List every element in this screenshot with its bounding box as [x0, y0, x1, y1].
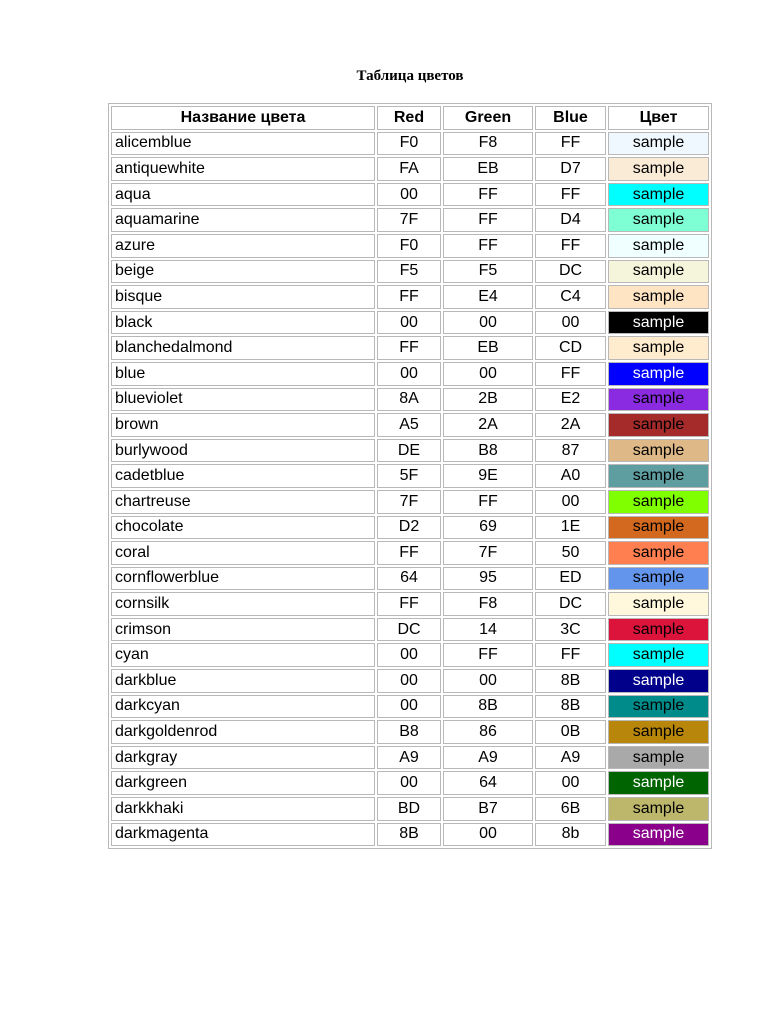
blue-value-cell: CD	[535, 336, 606, 360]
color-name-cell: cyan	[111, 643, 375, 667]
color-sample-swatch: sample	[608, 388, 709, 412]
color-sample-swatch: sample	[608, 746, 709, 770]
green-value-cell: 00	[443, 311, 533, 335]
color-name-cell: cornsilk	[111, 592, 375, 616]
green-value-cell: EB	[443, 336, 533, 360]
red-value-cell: FA	[377, 157, 441, 181]
table-row	[111, 439, 709, 463]
red-value-cell: B8	[377, 720, 441, 744]
table-row	[111, 618, 709, 642]
blue-value-cell: C4	[535, 285, 606, 309]
blue-value-cell: FF	[535, 132, 606, 156]
color-name-cell: cadetblue	[111, 464, 375, 488]
table-row	[111, 746, 709, 770]
table-row	[111, 669, 709, 693]
blue-value-cell: 3C	[535, 618, 606, 642]
blue-value-cell: ED	[535, 567, 606, 591]
color-name-cell: beige	[111, 260, 375, 284]
table-row	[111, 336, 709, 360]
blue-value-cell: 50	[535, 541, 606, 565]
green-value-cell: 00	[443, 669, 533, 693]
color-name-cell: aquamarine	[111, 208, 375, 232]
header-row	[111, 106, 709, 130]
color-table	[108, 103, 712, 849]
table-row	[111, 413, 709, 437]
table-row	[111, 720, 709, 744]
red-value-cell: F5	[377, 260, 441, 284]
red-value-cell: 64	[377, 567, 441, 591]
green-value-cell: B7	[443, 797, 533, 821]
color-name-cell: aqua	[111, 183, 375, 207]
red-value-cell: DC	[377, 618, 441, 642]
color-sample-swatch: sample	[608, 592, 709, 616]
header-red: Red	[377, 106, 441, 130]
color-name-cell: burlywood	[111, 439, 375, 463]
header-green: Green	[443, 106, 533, 130]
table-row	[111, 388, 709, 412]
color-name-cell: darkmagenta	[111, 823, 375, 847]
green-value-cell: 14	[443, 618, 533, 642]
color-name-cell: blueviolet	[111, 388, 375, 412]
red-value-cell: DE	[377, 439, 441, 463]
table-row	[111, 643, 709, 667]
table-row	[111, 183, 709, 207]
green-value-cell: A9	[443, 746, 533, 770]
table-row	[111, 311, 709, 335]
blue-value-cell: A0	[535, 464, 606, 488]
red-value-cell: 00	[377, 669, 441, 693]
table-row	[111, 541, 709, 565]
red-value-cell: FF	[377, 285, 441, 309]
green-value-cell: F8	[443, 132, 533, 156]
color-sample-swatch: sample	[608, 516, 709, 540]
table-row	[111, 157, 709, 181]
table-row	[111, 592, 709, 616]
color-name-cell: chartreuse	[111, 490, 375, 514]
color-sample-swatch: sample	[608, 618, 709, 642]
color-name-cell: darkblue	[111, 669, 375, 693]
red-value-cell: FF	[377, 336, 441, 360]
table-row	[111, 464, 709, 488]
color-sample-swatch: sample	[608, 285, 709, 309]
red-value-cell: BD	[377, 797, 441, 821]
table-row	[111, 208, 709, 232]
red-value-cell: 8B	[377, 823, 441, 847]
blue-value-cell: FF	[535, 362, 606, 386]
green-value-cell: FF	[443, 643, 533, 667]
red-value-cell: D2	[377, 516, 441, 540]
blue-value-cell: 0B	[535, 720, 606, 744]
red-value-cell: 00	[377, 362, 441, 386]
color-sample-swatch: sample	[608, 695, 709, 719]
blue-value-cell: E2	[535, 388, 606, 412]
blue-value-cell: 87	[535, 439, 606, 463]
blue-value-cell: 00	[535, 490, 606, 514]
color-sample-swatch: sample	[608, 464, 709, 488]
color-sample-swatch: sample	[608, 669, 709, 693]
color-sample-swatch: sample	[608, 132, 709, 156]
color-sample-swatch: sample	[608, 157, 709, 181]
blue-value-cell: 8B	[535, 669, 606, 693]
blue-value-cell: D7	[535, 157, 606, 181]
green-value-cell: EB	[443, 157, 533, 181]
color-sample-swatch: sample	[608, 490, 709, 514]
table-row	[111, 797, 709, 821]
blue-value-cell: 2A	[535, 413, 606, 437]
color-sample-swatch: sample	[608, 720, 709, 744]
red-value-cell: 7F	[377, 490, 441, 514]
green-value-cell: F8	[443, 592, 533, 616]
blue-value-cell: 6B	[535, 797, 606, 821]
color-name-cell: alicemblue	[111, 132, 375, 156]
color-sample-swatch: sample	[608, 413, 709, 437]
table-row	[111, 516, 709, 540]
red-value-cell: 00	[377, 771, 441, 795]
color-sample-swatch: sample	[608, 362, 709, 386]
red-value-cell: F0	[377, 132, 441, 156]
color-sample-swatch: sample	[608, 797, 709, 821]
color-sample-swatch: sample	[608, 643, 709, 667]
color-name-cell: darkkhaki	[111, 797, 375, 821]
color-name-cell: blanchedalmond	[111, 336, 375, 360]
green-value-cell: 64	[443, 771, 533, 795]
table-row	[111, 823, 709, 847]
blue-value-cell: 1E	[535, 516, 606, 540]
green-value-cell: 95	[443, 567, 533, 591]
blue-value-cell: D4	[535, 208, 606, 232]
green-value-cell: FF	[443, 490, 533, 514]
red-value-cell: FF	[377, 592, 441, 616]
color-sample-swatch: sample	[608, 771, 709, 795]
green-value-cell: B8	[443, 439, 533, 463]
color-name-cell: bisque	[111, 285, 375, 309]
color-name-cell: chocolate	[111, 516, 375, 540]
color-sample-swatch: sample	[608, 311, 709, 335]
green-value-cell: 8B	[443, 695, 533, 719]
table-row	[111, 567, 709, 591]
color-sample-swatch: sample	[608, 260, 709, 284]
header-color-name: Название цвета	[111, 106, 375, 130]
table-row	[111, 771, 709, 795]
color-name-cell: crimson	[111, 618, 375, 642]
blue-value-cell: DC	[535, 260, 606, 284]
color-name-cell: antiquewhite	[111, 157, 375, 181]
green-value-cell: F5	[443, 260, 533, 284]
green-value-cell: 2A	[443, 413, 533, 437]
blue-value-cell: 00	[535, 311, 606, 335]
table-row	[111, 260, 709, 284]
blue-value-cell: 8B	[535, 695, 606, 719]
color-name-cell: azure	[111, 234, 375, 258]
color-name-cell: black	[111, 311, 375, 335]
color-name-cell: darkgray	[111, 746, 375, 770]
blue-value-cell: 00	[535, 771, 606, 795]
page-title: Таблица цветов	[356, 68, 464, 84]
red-value-cell: 00	[377, 643, 441, 667]
red-value-cell: 00	[377, 311, 441, 335]
color-name-cell: brown	[111, 413, 375, 437]
red-value-cell: 5F	[377, 464, 441, 488]
color-sample-swatch: sample	[608, 208, 709, 232]
red-value-cell: 8A	[377, 388, 441, 412]
table-row	[111, 234, 709, 258]
color-name-cell: cornflowerblue	[111, 567, 375, 591]
color-sample-swatch: sample	[608, 541, 709, 565]
green-value-cell: E4	[443, 285, 533, 309]
color-sample-swatch: sample	[608, 439, 709, 463]
color-sample-swatch: sample	[608, 183, 709, 207]
table-row	[111, 695, 709, 719]
green-value-cell: 00	[443, 823, 533, 847]
blue-value-cell: FF	[535, 643, 606, 667]
color-name-cell: darkcyan	[111, 695, 375, 719]
table-row	[111, 132, 709, 156]
red-value-cell: A5	[377, 413, 441, 437]
green-value-cell: 86	[443, 720, 533, 744]
table-row	[111, 490, 709, 514]
green-value-cell: 2B	[443, 388, 533, 412]
color-name-cell: blue	[111, 362, 375, 386]
color-sample-swatch: sample	[608, 336, 709, 360]
green-value-cell: FF	[443, 234, 533, 258]
red-value-cell: 7F	[377, 208, 441, 232]
red-value-cell: 00	[377, 695, 441, 719]
color-name-cell: darkgreen	[111, 771, 375, 795]
color-sample-swatch: sample	[608, 567, 709, 591]
blue-value-cell: DC	[535, 592, 606, 616]
green-value-cell: 69	[443, 516, 533, 540]
green-value-cell: FF	[443, 183, 533, 207]
blue-value-cell: 8b	[535, 823, 606, 847]
red-value-cell: F0	[377, 234, 441, 258]
header-blue: Blue	[535, 106, 606, 130]
green-value-cell: 7F	[443, 541, 533, 565]
table-row	[111, 362, 709, 386]
blue-value-cell: FF	[535, 234, 606, 258]
red-value-cell: FF	[377, 541, 441, 565]
color-sample-swatch: sample	[608, 234, 709, 258]
green-value-cell: FF	[443, 208, 533, 232]
green-value-cell: 00	[443, 362, 533, 386]
header-color: Цвет	[608, 106, 709, 130]
red-value-cell: 00	[377, 183, 441, 207]
table-row	[111, 285, 709, 309]
color-name-cell: darkgoldenrod	[111, 720, 375, 744]
red-value-cell: A9	[377, 746, 441, 770]
color-name-cell: coral	[111, 541, 375, 565]
color-sample-swatch: sample	[608, 823, 709, 847]
blue-value-cell: A9	[535, 746, 606, 770]
blue-value-cell: FF	[535, 183, 606, 207]
green-value-cell: 9E	[443, 464, 533, 488]
